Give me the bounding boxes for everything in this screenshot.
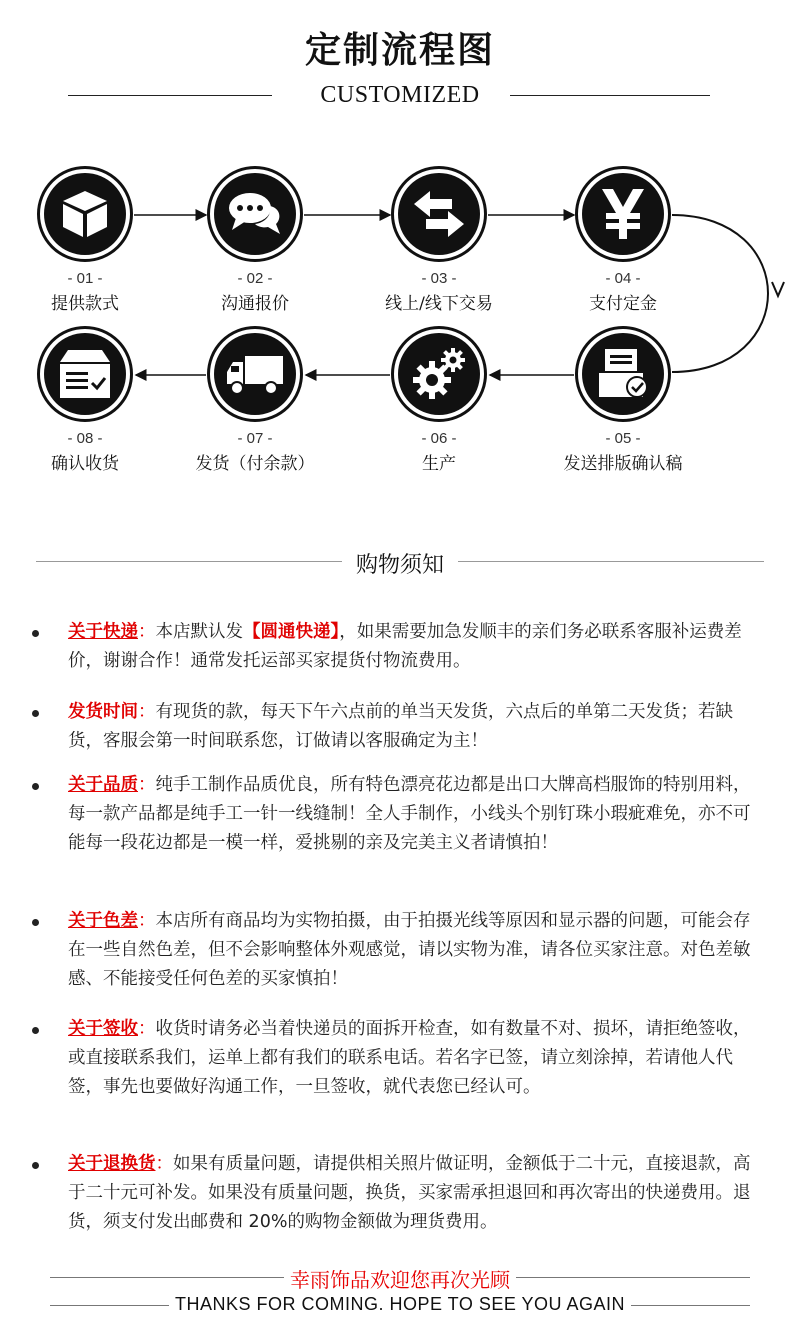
footer-thanks: THANKS FOR COMING. HOPE TO SEE YOU AGAIN bbox=[0, 1294, 800, 1315]
bullet bbox=[32, 710, 39, 717]
step-label: 线上/线下交易 bbox=[385, 294, 493, 314]
step-number: - 05 - bbox=[605, 430, 641, 447]
notice-key: 关于色差 bbox=[68, 911, 138, 931]
page-title: 定制流程图 bbox=[304, 29, 495, 71]
notice-body: 本店所有商品均为实物拍摄，由于拍摄光线等原因和显示器的问题，可能会存在一些自然色差，但不会影响整体外观感觉，请以实物为准，请各位买家注意。对色差敏感、不能接受任何色差的买家慎拍！ bbox=[68, 911, 751, 989]
gears-icon bbox=[410, 346, 468, 402]
notice-body: 收货时请务必当着快递员的面拆开检查，如有数量不对、损坏，请拒绝签收，或直接联系我们，运单上都有我们的联系电话。若名字已签，请立刻涂掉，若请他人代签，事先也要做好沟通工作，一旦签收，就代表您已经认可。 bbox=[68, 1019, 751, 1097]
yen-icon bbox=[598, 187, 648, 241]
step-07 bbox=[175, 326, 335, 474]
step-04 bbox=[543, 166, 703, 314]
step-number: - 04 - bbox=[605, 270, 641, 287]
step-number: - 02 - bbox=[237, 270, 273, 287]
step-label: 发货（付余款） bbox=[195, 454, 315, 474]
bullet bbox=[32, 1027, 39, 1034]
bullet bbox=[32, 1162, 39, 1169]
arrow-4-5-head bbox=[772, 282, 784, 296]
step-number: - 03 - bbox=[421, 270, 457, 287]
bullet bbox=[32, 630, 39, 637]
step-01 bbox=[5, 166, 165, 314]
notice-title: 购物须知 bbox=[0, 548, 800, 579]
step-label: 支付定金 bbox=[589, 294, 657, 314]
notice-item-returns: 关于退换货：如果有质量问题，请提供相关照片做证明，金额低于二十元，直接退款，高于二十元可补发。如果没有质量问题，换货，买家需承担退回和再次寄出的快递费用。退货，须支付发出邮费和 20%的购物金额做为理货费用。 bbox=[36, 1150, 766, 1237]
page-subtitle: CUSTOMIZED bbox=[320, 82, 480, 108]
divider-right bbox=[510, 95, 710, 96]
bullet bbox=[32, 783, 39, 790]
notice-item-quality: 关于品质：纯手工制作品质优良，所有特色漂亮花边都是出口大牌高档服饰的特别用料，每一款产品都是纯手工一针一线缝制！全人手制作，小线头个别钉珠小瑕疵难免，亦不可能每一段花边都是一模一样，爱挑剔的亲及完美主义者请慎拍！ bbox=[36, 771, 766, 858]
notice-key: 关于品质 bbox=[68, 775, 138, 795]
notice-body: 如果有质量问题，请提供相关照片做证明，金额低于二十元，直接退款，高于二十元可补发。如果没有质量问题，换货，买家需承担退回和再次寄出的快递费用。退货，须支付发出邮费和 20%的购物金额做为理货费用。 bbox=[68, 1154, 751, 1232]
notice-key: 关于快递 bbox=[68, 622, 138, 642]
step-label: 生产 bbox=[422, 454, 456, 474]
footer-welcome: 幸雨饰品欢迎您再次光顾 bbox=[0, 1264, 800, 1293]
step-label: 提供款式 bbox=[51, 294, 119, 314]
notice-key: 发货时间 bbox=[68, 702, 138, 722]
step-number: - 08 - bbox=[67, 430, 103, 447]
printer-check-icon bbox=[595, 347, 651, 401]
box-icon bbox=[58, 187, 112, 241]
step-label: 确认收货 bbox=[51, 454, 119, 474]
notice-item-signing: 关于签收：收货时请务必当着快递员的面拆开检查，如有数量不对、损坏，请拒绝签收，或直接联系我们，运单上都有我们的联系电话。若名字已签，请立刻涂掉，若请他人代签，事先也要做好沟通工作，一旦签收，就代表您已经认可。 bbox=[36, 1015, 766, 1102]
step-08 bbox=[5, 326, 165, 474]
step-06 bbox=[359, 326, 519, 474]
step-number: - 01 - bbox=[67, 270, 103, 287]
step-label: 发送排版确认稿 bbox=[563, 454, 683, 474]
notice-highlight: 【圆通快递】 bbox=[243, 622, 340, 642]
package-check-icon bbox=[56, 348, 114, 400]
step-number: - 07 - bbox=[237, 430, 273, 447]
notice-item-color: 关于色差：本店所有商品均为实物拍摄，由于拍摄光线等原因和显示器的问题，可能会存在一些自然色差，但不会影响整体外观感觉，请以实物为准，请各位买家注意。对色差敏感、不能接受任何色差的买家慎拍！ bbox=[36, 907, 766, 994]
notice-body: ，如果需要加急发顺丰的亲们务必联系客服补运费差价，谢谢合作！通常发托运部买家提货付物流费用。 bbox=[68, 622, 742, 671]
notice-key: 关于退换货 bbox=[68, 1154, 156, 1174]
exchange-arrows-icon bbox=[410, 189, 468, 239]
step-label: 沟通报价 bbox=[221, 294, 289, 314]
notice-body: 纯手工制作品质优良，所有特色漂亮花边都是出口大牌高档服饰的特别用料，每一款产品都是纯手工一针一线缝制！全人手制作，小线头个别钉珠小瑕疵难免，亦不可能每一段花边都是一模一样，爱挑剔的亲及完美主义者请慎拍！ bbox=[68, 775, 751, 853]
step-number: - 06 - bbox=[421, 430, 457, 447]
notice-item-express: 关于快递：本店默认发【圆通快递】，如果需要加急发顺丰的亲们务必联系客服补运费差价，谢谢合作！通常发托运部买家提货付物流费用。 bbox=[36, 618, 766, 676]
truck-icon bbox=[225, 352, 285, 396]
notice-item-shipping-time: 发货时间：有现货的款，每天下午六点前的单当天发货，六点后的单第二天发货；若缺货，客服会第一时间联系您，订做请以客服确定为主！ bbox=[36, 698, 766, 756]
notice-body: 有现货的款，每天下午六点前的单当天发货，六点后的单第二天发货；若缺货，客服会第一时间联系您，订做请以客服确定为主！ bbox=[68, 702, 733, 751]
bullet bbox=[32, 919, 39, 926]
step-03 bbox=[359, 166, 519, 314]
notice-body-pre: 本店默认发 bbox=[155, 622, 243, 642]
step-02 bbox=[175, 166, 335, 314]
step-05 bbox=[543, 326, 703, 474]
notice-key: 关于签收 bbox=[68, 1019, 138, 1039]
chat-icon bbox=[226, 188, 284, 240]
